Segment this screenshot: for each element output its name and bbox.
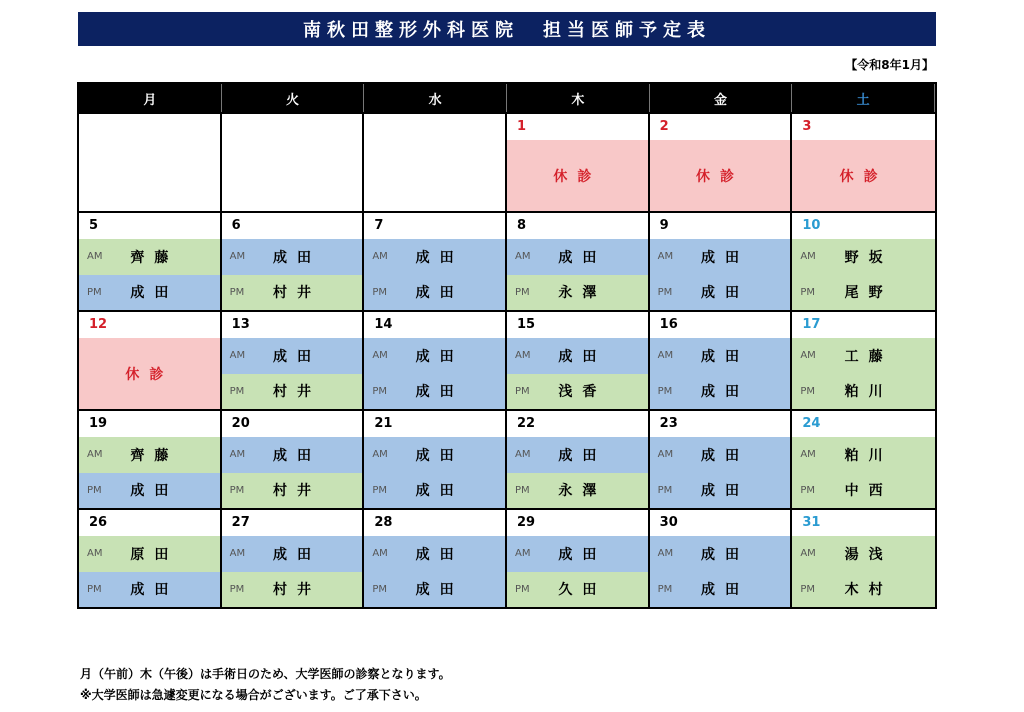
am-label: AM bbox=[229, 548, 246, 560]
note-line: 月（午前）木（午後）は手術日のため、大学医師の診察となります。 bbox=[80, 667, 451, 681]
day-cell bbox=[364, 310, 507, 409]
day-cell bbox=[79, 508, 222, 607]
am-label: AM bbox=[515, 350, 531, 362]
doctor-name: 野坂 bbox=[844, 249, 893, 266]
pm-slot bbox=[792, 572, 935, 608]
pm-slot bbox=[79, 473, 220, 509]
day-number: 19 bbox=[89, 416, 108, 431]
doctor-name: 村井 bbox=[272, 483, 321, 500]
pm-slot bbox=[507, 572, 648, 608]
doctor-name: 成田 bbox=[558, 249, 607, 266]
doctor-name: 成田 bbox=[700, 285, 749, 302]
am-label: AM bbox=[657, 548, 674, 560]
am-label: AM bbox=[515, 548, 531, 560]
day-number: 7 bbox=[374, 218, 384, 233]
doctor-name: 村井 bbox=[272, 384, 321, 401]
day-number: 30 bbox=[659, 515, 678, 530]
doctor-name: 久田 bbox=[558, 582, 607, 599]
pm-label: PM bbox=[515, 385, 530, 397]
doctor-name: 木村 bbox=[844, 582, 893, 599]
am-label: AM bbox=[229, 449, 246, 461]
day-number: 15 bbox=[517, 317, 536, 332]
am-label: AM bbox=[372, 449, 388, 461]
day-number: 27 bbox=[231, 515, 250, 530]
am-slot bbox=[650, 536, 791, 572]
day-cell bbox=[79, 310, 222, 409]
pm-slot bbox=[650, 374, 791, 410]
pm-slot bbox=[792, 374, 935, 410]
doctor-name: 永澤 bbox=[558, 285, 607, 302]
am-label: AM bbox=[87, 449, 103, 461]
am-slot bbox=[792, 437, 935, 473]
pm-label: PM bbox=[657, 583, 673, 595]
doctor-name: 成田 bbox=[700, 384, 749, 401]
am-label: AM bbox=[800, 350, 816, 362]
am-slot bbox=[792, 239, 935, 275]
am-slot bbox=[650, 338, 791, 374]
doctor-name: 成田 bbox=[272, 546, 321, 563]
am-label: AM bbox=[800, 449, 816, 461]
am-slot bbox=[364, 338, 505, 374]
pm-slot bbox=[364, 374, 505, 410]
day-number: 29 bbox=[517, 515, 536, 530]
day-number: 23 bbox=[659, 416, 678, 431]
doctor-name: 原田 bbox=[130, 546, 179, 563]
period-label: 【令和8年1月】 bbox=[845, 58, 934, 72]
day-cell bbox=[79, 211, 222, 310]
pm-slot bbox=[650, 473, 791, 509]
pm-slot bbox=[79, 275, 220, 311]
am-slot bbox=[222, 437, 363, 473]
doctor-name: 成田 bbox=[272, 348, 321, 365]
am-label: AM bbox=[372, 350, 388, 362]
day-cell bbox=[650, 112, 793, 211]
pm-label: PM bbox=[657, 385, 673, 397]
page-title: 南秋田整形外科医院 担当医師予定表 bbox=[78, 12, 936, 46]
day-number: 13 bbox=[231, 317, 250, 332]
day-cell bbox=[364, 508, 507, 607]
pm-slot bbox=[222, 473, 363, 509]
day-number: 2 bbox=[659, 119, 669, 134]
doctor-name: 成田 bbox=[558, 348, 607, 365]
day-number: 1 bbox=[517, 119, 527, 134]
am-slot bbox=[507, 437, 648, 473]
pm-label: PM bbox=[87, 286, 102, 298]
am-slot bbox=[792, 338, 935, 374]
doctor-name: 成田 bbox=[415, 447, 464, 464]
day-number: 28 bbox=[374, 515, 393, 530]
doctor-name: 中西 bbox=[844, 483, 893, 500]
note-line: ※大学医師は急遽変更になる場合がございます。ご了承下さい。 bbox=[80, 688, 427, 702]
day-cell bbox=[222, 409, 365, 508]
doctor-name: 湯浅 bbox=[844, 546, 893, 563]
day-number: 6 bbox=[231, 218, 241, 233]
weekday-header: 火 bbox=[222, 84, 365, 112]
doctor-name: 工藤 bbox=[844, 348, 893, 365]
am-label: AM bbox=[515, 251, 531, 263]
doctor-name: 成田 bbox=[415, 348, 464, 365]
day-number: 16 bbox=[659, 317, 678, 332]
doctor-name: 成田 bbox=[415, 384, 464, 401]
pm-label: PM bbox=[229, 385, 245, 397]
doctor-name: 成田 bbox=[130, 285, 179, 302]
am-slot bbox=[792, 536, 935, 572]
day-cell bbox=[79, 409, 222, 508]
day-number: 12 bbox=[89, 317, 108, 332]
am-slot bbox=[364, 437, 505, 473]
day-cell bbox=[650, 409, 793, 508]
closed-badge: 休診 bbox=[792, 140, 935, 211]
pm-slot bbox=[364, 572, 505, 608]
pm-slot bbox=[364, 275, 505, 311]
doctor-name: 成田 bbox=[700, 546, 749, 563]
pm-label: PM bbox=[229, 583, 245, 595]
pm-label: PM bbox=[372, 484, 387, 496]
pm-slot bbox=[507, 374, 648, 410]
day-cell bbox=[650, 211, 793, 310]
day-cell bbox=[792, 409, 935, 508]
day-cell bbox=[79, 112, 222, 211]
am-label: AM bbox=[87, 251, 103, 263]
doctor-name: 成田 bbox=[272, 249, 321, 266]
am-label: AM bbox=[515, 449, 531, 461]
am-label: AM bbox=[229, 251, 246, 263]
am-slot bbox=[79, 239, 220, 275]
pm-label: PM bbox=[800, 385, 815, 397]
pm-slot bbox=[650, 572, 791, 608]
weekday-header: 木 bbox=[507, 84, 650, 112]
am-label: AM bbox=[372, 548, 388, 560]
empty-cell bbox=[79, 114, 220, 211]
am-label: AM bbox=[229, 350, 246, 362]
weekday-header: 土 bbox=[792, 84, 935, 112]
day-number: 3 bbox=[802, 119, 812, 134]
pm-slot bbox=[222, 374, 363, 410]
am-label: AM bbox=[800, 251, 816, 263]
day-cell bbox=[792, 112, 935, 211]
pm-label: PM bbox=[87, 583, 102, 595]
pm-label: PM bbox=[229, 286, 245, 298]
pm-slot bbox=[507, 473, 648, 509]
am-label: AM bbox=[800, 548, 816, 560]
am-label: AM bbox=[657, 350, 674, 362]
doctor-name: 永澤 bbox=[558, 483, 607, 500]
day-number: 9 bbox=[659, 218, 669, 233]
schedule-calendar bbox=[77, 82, 937, 609]
day-cell bbox=[507, 211, 650, 310]
doctor-name: 成田 bbox=[700, 582, 749, 599]
doctor-name: 成田 bbox=[415, 582, 464, 599]
day-cell bbox=[222, 310, 365, 409]
am-slot bbox=[650, 239, 791, 275]
day-number: 21 bbox=[374, 416, 393, 431]
pm-slot bbox=[364, 473, 505, 509]
pm-label: PM bbox=[800, 286, 815, 298]
am-slot bbox=[222, 338, 363, 374]
day-cell bbox=[222, 211, 365, 310]
day-number: 20 bbox=[231, 416, 250, 431]
doctor-name: 成田 bbox=[700, 249, 749, 266]
doctor-name: 粕川 bbox=[844, 447, 893, 464]
pm-label: PM bbox=[800, 583, 815, 595]
pm-label: PM bbox=[372, 286, 387, 298]
pm-slot bbox=[792, 275, 935, 311]
day-cell bbox=[364, 409, 507, 508]
day-number: 22 bbox=[517, 416, 536, 431]
pm-slot bbox=[222, 275, 363, 311]
doctor-name: 尾野 bbox=[844, 285, 893, 302]
day-cell bbox=[507, 508, 650, 607]
notes bbox=[80, 664, 451, 706]
doctor-name: 齊藤 bbox=[130, 249, 179, 266]
pm-label: PM bbox=[657, 484, 673, 496]
doctor-name: 齊藤 bbox=[130, 447, 179, 464]
pm-slot bbox=[79, 572, 220, 608]
day-cell bbox=[222, 112, 365, 211]
empty-cell bbox=[222, 114, 363, 211]
doctor-name: 成田 bbox=[558, 447, 607, 464]
day-cell bbox=[792, 310, 935, 409]
doctor-name: 成田 bbox=[700, 447, 749, 464]
day-number: 17 bbox=[802, 317, 821, 332]
pm-label: PM bbox=[87, 484, 102, 496]
am-label: AM bbox=[372, 251, 388, 263]
doctor-name: 成田 bbox=[415, 546, 464, 563]
day-cell bbox=[364, 112, 507, 211]
pm-slot bbox=[792, 473, 935, 509]
pm-label: PM bbox=[515, 583, 530, 595]
day-number: 10 bbox=[802, 218, 821, 233]
weekday-header: 水 bbox=[364, 84, 507, 112]
doctor-name: 成田 bbox=[415, 249, 464, 266]
am-slot bbox=[364, 239, 505, 275]
am-slot bbox=[650, 437, 791, 473]
day-number: 26 bbox=[89, 515, 108, 530]
pm-label: PM bbox=[229, 484, 245, 496]
doctor-name: 村井 bbox=[272, 285, 321, 302]
pm-label: PM bbox=[515, 286, 530, 298]
am-slot bbox=[507, 239, 648, 275]
am-slot bbox=[222, 239, 363, 275]
doctor-name: 成田 bbox=[272, 447, 321, 464]
closed-badge: 休診 bbox=[650, 140, 791, 211]
doctor-name: 成田 bbox=[700, 483, 749, 500]
weekday-header: 月 bbox=[79, 84, 222, 112]
pm-slot bbox=[650, 275, 791, 311]
am-slot bbox=[222, 536, 363, 572]
day-number: 24 bbox=[802, 416, 821, 431]
closed-badge: 休診 bbox=[79, 338, 220, 409]
am-slot bbox=[507, 338, 648, 374]
day-number: 31 bbox=[802, 515, 821, 530]
doctor-name: 成田 bbox=[130, 582, 179, 599]
doctor-name: 粕川 bbox=[844, 384, 893, 401]
day-cell bbox=[364, 211, 507, 310]
weekday-header: 金 bbox=[650, 84, 793, 112]
pm-label: PM bbox=[372, 583, 387, 595]
day-number: 5 bbox=[89, 218, 99, 233]
am-slot bbox=[507, 536, 648, 572]
pm-slot bbox=[222, 572, 363, 608]
am-slot bbox=[79, 536, 220, 572]
am-slot bbox=[364, 536, 505, 572]
day-cell bbox=[507, 112, 650, 211]
am-label: AM bbox=[87, 548, 103, 560]
day-cell bbox=[650, 508, 793, 607]
doctor-name: 浅香 bbox=[558, 384, 607, 401]
empty-cell bbox=[364, 114, 505, 211]
doctor-name: 成田 bbox=[130, 483, 179, 500]
day-cell bbox=[792, 211, 935, 310]
doctor-name: 成田 bbox=[558, 546, 607, 563]
pm-label: PM bbox=[515, 484, 530, 496]
doctor-name: 成田 bbox=[415, 285, 464, 302]
pm-label: PM bbox=[372, 385, 387, 397]
doctor-name: 村井 bbox=[272, 582, 321, 599]
pm-label: PM bbox=[800, 484, 815, 496]
day-number: 14 bbox=[374, 317, 393, 332]
am-label: AM bbox=[657, 251, 674, 263]
doctor-name: 成田 bbox=[415, 483, 464, 500]
day-cell bbox=[507, 409, 650, 508]
pm-label: PM bbox=[657, 286, 673, 298]
day-cell bbox=[650, 310, 793, 409]
am-slot bbox=[79, 437, 220, 473]
closed-badge: 休診 bbox=[507, 140, 648, 211]
pm-slot bbox=[507, 275, 648, 311]
day-cell bbox=[222, 508, 365, 607]
day-cell bbox=[792, 508, 935, 607]
am-label: AM bbox=[657, 449, 674, 461]
doctor-name: 成田 bbox=[700, 348, 749, 365]
day-cell bbox=[507, 310, 650, 409]
day-number: 8 bbox=[517, 218, 527, 233]
